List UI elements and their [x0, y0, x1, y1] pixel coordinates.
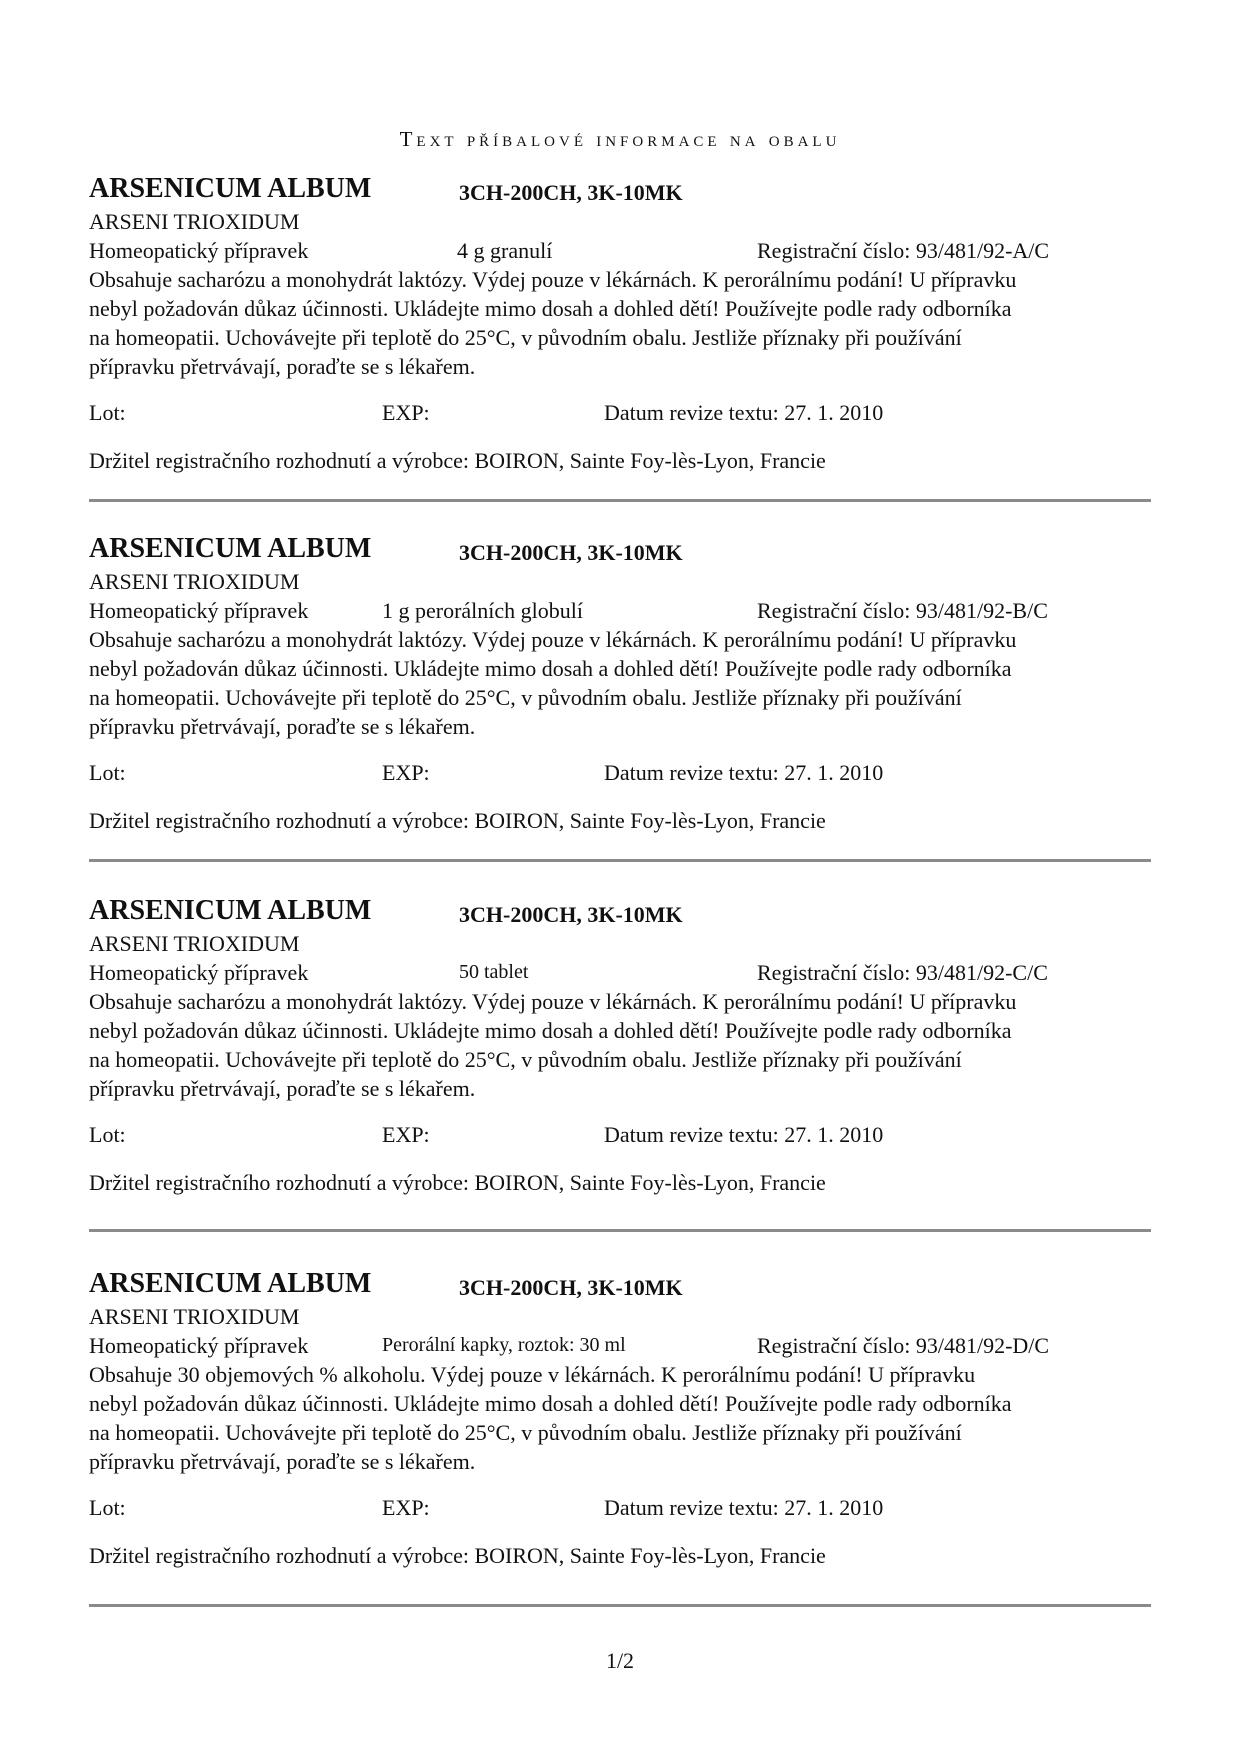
description-line: na homeopatii. Uchovávejte při teplotě do 25°C, v původním obalu. Jestliže příznaky při používání: [89, 1047, 962, 1072]
description-line: přípravku přetrvávají, poraďte se s lékařem.: [89, 1449, 476, 1474]
description-line: Obsahuje sacharózu a monohydrát laktózy. Výdej pouze v lékárnách. K perorálnímu podání! U přípravku: [89, 989, 1017, 1014]
description-line: Obsahuje 30 objemových % alkoholu. Výdej pouze v lékárnách. K perorálnímu podání! U přípravku: [89, 1362, 976, 1387]
exp-label: EXP:: [382, 1122, 430, 1147]
product-category: Homeopatický přípravek: [89, 238, 309, 263]
product-info-row: [89, 958, 1149, 987]
product-section: [89, 533, 1149, 835]
product-section: [89, 895, 1149, 1197]
description-line: přípravku přetrvávají, poraďte se s lékařem.: [89, 354, 476, 379]
page-number: 1/2: [605, 1648, 635, 1673]
registration-holder: Držitel registračního rozhodnutí a výrobce: BOIRON, Sainte Foy-lès-Lyon, Francie: [89, 1543, 826, 1568]
product-section: [89, 1268, 1149, 1570]
description-line: na homeopatii. Uchovávejte při teplotě do 25°C, v původním obalu. Jestliže příznaky při používání: [89, 325, 962, 350]
description-line: přípravku přetrvávají, poraďte se s lékařem.: [89, 714, 476, 739]
lot-exp-row: [89, 758, 1149, 787]
pharmaceutical-form: 4 g granulí: [457, 238, 553, 263]
revision-date: Datum revize textu: 27. 1. 2010: [604, 760, 884, 785]
active-substance: ARSENI TRIOXIDUM: [89, 931, 300, 956]
product-potency: 3CH-200CH, 3K-10MK: [459, 1275, 683, 1300]
description-line: na homeopatii. Uchovávejte při teplotě do 25°C, v původním obalu. Jestliže příznaky při používání: [89, 1420, 962, 1445]
product-category: Homeopatický přípravek: [89, 960, 309, 985]
product-potency: 3CH-200CH, 3K-10MK: [459, 902, 683, 927]
product-name: ARSENICUM ALBUM: [89, 173, 372, 204]
product-header: [89, 173, 1149, 207]
lot-label: Lot:: [89, 760, 126, 785]
product-info-row: [89, 1331, 1149, 1360]
section-divider: [89, 1229, 1151, 1232]
description-line: Obsahuje sacharózu a monohydrát laktózy. Výdej pouze v lékárnách. K perorálnímu podání! U přípravku: [89, 627, 1017, 652]
description-line: nebyl požadován důkaz účinnosti. Ukládejte mimo dosah a dohled dětí! Používejte podle rady odborníka: [89, 1391, 1012, 1416]
product-name: ARSENICUM ALBUM: [89, 895, 372, 926]
active-substance: ARSENI TRIOXIDUM: [89, 209, 300, 234]
description-line: přípravku přetrvávají, poraďte se s lékařem.: [89, 1076, 476, 1101]
document-title: Text příbalové informace na obalu: [399, 127, 841, 151]
product-header: [89, 1268, 1149, 1302]
description-line: na homeopatii. Uchovávejte při teplotě do 25°C, v původním obalu. Jestliže příznaky při používání: [89, 685, 962, 710]
product-name: ARSENICUM ALBUM: [89, 533, 372, 564]
product-potency: 3CH-200CH, 3K-10MK: [459, 540, 683, 565]
lot-exp-row: [89, 1493, 1149, 1522]
lot-label: Lot:: [89, 400, 126, 425]
product-info-row: [89, 596, 1149, 625]
revision-date: Datum revize textu: 27. 1. 2010: [604, 1122, 884, 1147]
description-line: nebyl požadován důkaz účinnosti. Ukládejte mimo dosah a dohled dětí! Používejte podle rady odborníka: [89, 296, 1012, 321]
lot-label: Lot:: [89, 1122, 126, 1147]
registration-number: Registrační číslo: 93/481/92-C/C: [757, 960, 1048, 985]
lot-exp-row: [89, 398, 1149, 427]
revision-date: Datum revize textu: 27. 1. 2010: [604, 1495, 884, 1520]
section-divider: [89, 1604, 1151, 1607]
active-substance: ARSENI TRIOXIDUM: [89, 569, 300, 594]
active-substance: ARSENI TRIOXIDUM: [89, 1304, 300, 1329]
product-description: [89, 625, 1149, 741]
registration-number: Registrační číslo: 93/481/92-D/C: [757, 1333, 1050, 1358]
exp-label: EXP:: [382, 400, 430, 425]
description-line: Obsahuje sacharózu a monohydrát laktózy. Výdej pouze v lékárnách. K perorálnímu podání! U přípravku: [89, 267, 1017, 292]
product-category: Homeopatický přípravek: [89, 1333, 309, 1358]
description-line: nebyl požadován důkaz účinnosti. Ukládejte mimo dosah a dohled dětí! Používejte podle rady odborníka: [89, 1018, 1012, 1043]
registration-holder: Držitel registračního rozhodnutí a výrobce: BOIRON, Sainte Foy-lès-Lyon, Francie: [89, 448, 826, 473]
registration-holder: Držitel registračního rozhodnutí a výrobce: BOIRON, Sainte Foy-lès-Lyon, Francie: [89, 1170, 826, 1195]
section-divider: [89, 859, 1151, 862]
pharmaceutical-form: 1 g perorálních globulí: [382, 598, 584, 623]
product-name: ARSENICUM ALBUM: [89, 1268, 372, 1299]
product-description: [89, 1360, 1149, 1476]
exp-label: EXP:: [382, 1495, 430, 1520]
product-info-row: [89, 236, 1149, 265]
product-potency: 3CH-200CH, 3K-10MK: [459, 180, 683, 205]
product-description: [89, 987, 1149, 1103]
exp-label: EXP:: [382, 760, 430, 785]
product-section: [89, 173, 1149, 475]
description-line: nebyl požadován důkaz účinnosti. Ukládejte mimo dosah a dohled dětí! Používejte podle rady odborníka: [89, 656, 1012, 681]
product-header: [89, 895, 1149, 929]
pharmaceutical-form: 50 tablet: [459, 961, 529, 983]
revision-date: Datum revize textu: 27. 1. 2010: [604, 400, 884, 425]
registration-holder: Držitel registračního rozhodnutí a výrobce: BOIRON, Sainte Foy-lès-Lyon, Francie: [89, 808, 826, 833]
pharmaceutical-form: Perorální kapky, roztok: 30 ml: [382, 1334, 626, 1356]
product-category: Homeopatický přípravek: [89, 598, 309, 623]
registration-number: Registrační číslo: 93/481/92-A/C: [757, 238, 1050, 263]
section-divider: [89, 499, 1151, 502]
product-description: [89, 265, 1149, 381]
lot-exp-row: [89, 1120, 1149, 1149]
product-header: [89, 533, 1149, 567]
registration-number: Registrační číslo: 93/481/92-B/C: [757, 598, 1048, 623]
lot-label: Lot:: [89, 1495, 126, 1520]
